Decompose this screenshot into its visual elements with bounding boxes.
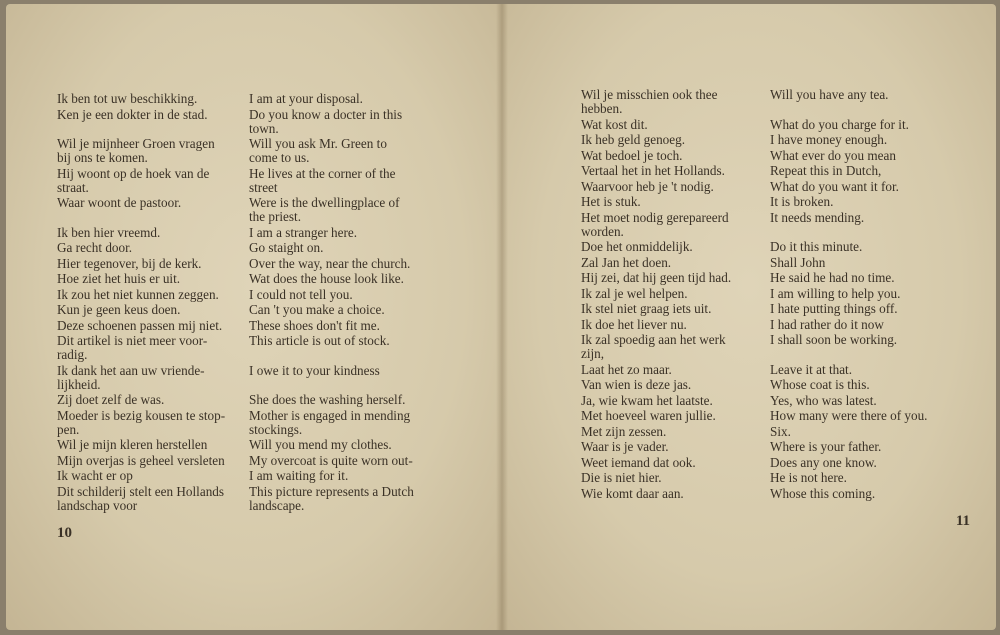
phrase-entry	[581, 363, 970, 377]
page-content	[57, 92, 449, 542]
dutch-phrase: Ik heb geld genoeg.	[581, 132, 685, 147]
english-translation: Whose this coming.	[770, 485, 876, 501]
english-translation: Will you mend my clothes.	[249, 437, 392, 452]
phrase-entry	[57, 92, 449, 106]
english-translation: I am willing to help you.	[770, 285, 901, 301]
phrase-entry	[57, 272, 449, 286]
phrase-entry	[57, 438, 449, 452]
english-translation: He said he had no time.	[770, 270, 895, 285]
dutch-phrase: Zij doet zelf de was.	[57, 392, 165, 407]
phrase-entry	[57, 393, 449, 407]
english-translation: Wat does the house look like.	[249, 271, 404, 286]
dutch-phrase: Laat het zo maar.	[581, 361, 672, 377]
dutch-phrase: Dit artikel is niet meer voor- radig.	[57, 333, 208, 362]
english-translation: These shoes don't fit me.	[249, 317, 380, 333]
english-translation: Whose coat is this.	[770, 377, 870, 392]
phrase-entry	[57, 257, 449, 271]
dutch-phrase: Ik doe het liever nu.	[581, 316, 687, 332]
dutch-phrase: Wat kost dit.	[581, 116, 648, 132]
dutch-phrase: Ken je een dokter in de stad.	[57, 106, 208, 122]
phrase-entry	[581, 149, 970, 163]
phrase-entry	[581, 240, 970, 254]
english-translation: He lives at the corner of the street	[249, 165, 396, 195]
left-page	[6, 4, 502, 630]
english-translation: I am at your disposal.	[249, 91, 363, 106]
phrase-entry	[581, 318, 970, 332]
phrase-entry	[581, 133, 970, 147]
english-translation: Six.	[770, 423, 791, 439]
phrase-entry	[57, 334, 449, 362]
book-spine	[496, 4, 508, 630]
dutch-phrase: Moeder is bezig kousen te stop- pen.	[57, 407, 226, 437]
phrase-entry	[57, 364, 449, 392]
english-translation: He is not here.	[770, 470, 847, 485]
dutch-phrase: Die is niet hier.	[581, 470, 662, 485]
phrase-entry	[57, 196, 449, 224]
phrase-entry	[57, 303, 449, 317]
english-translation: She does the washing herself.	[249, 392, 406, 407]
dutch-phrase: Ik wacht er op	[57, 468, 133, 483]
english-translation: How many were there of you.	[770, 408, 928, 423]
english-translation: Where is your father.	[770, 439, 882, 454]
dutch-phrase: Vertaal het in het Hollands.	[581, 163, 725, 178]
phrase-entry	[581, 256, 970, 270]
dutch-phrase: Hij zei, dat hij geen tijd had.	[581, 270, 732, 285]
dutch-phrase: Doe het onmiddelijk.	[581, 239, 693, 254]
english-translation: This picture represents a Dutch landscape.	[249, 483, 414, 513]
english-translation: I hate putting things off.	[770, 301, 898, 316]
english-translation: Over the way, near the church.	[249, 255, 411, 271]
phrase-entry	[57, 454, 449, 468]
dutch-phrase: Waar is je vader.	[581, 439, 669, 454]
dutch-phrase: Hij woont op de hoek van de straat.	[57, 165, 210, 195]
english-translation: Will you have any tea.	[770, 87, 889, 102]
phrase-entry	[57, 319, 449, 333]
english-translation: Were is the dwellingplace of the priest.	[249, 195, 400, 224]
phrase-entry	[581, 378, 970, 392]
phrase-entry	[581, 271, 970, 285]
dutch-phrase: Deze schoenen passen mij niet.	[57, 317, 223, 333]
phrase-entry	[57, 108, 449, 136]
english-translation: Yes, who was latest.	[770, 392, 877, 408]
phrase-entry	[581, 471, 970, 485]
dutch-phrase: Hier tegenover, bij de kerk.	[57, 255, 202, 271]
dutch-phrase: Het is stuk.	[581, 194, 641, 209]
dutch-phrase: Zal Jan het doen.	[581, 254, 672, 270]
phrase-entry	[57, 288, 449, 302]
english-translation: Will you ask Mr. Green to come to us.	[249, 136, 387, 165]
phrase-entry	[57, 469, 449, 483]
english-translation: Does any one know.	[770, 454, 877, 470]
english-translation: It is broken.	[770, 194, 834, 209]
dutch-phrase: Waar woont de pastoor.	[57, 195, 182, 210]
dutch-phrase: Ik zal spoedig aan het werk zijn,	[581, 332, 726, 361]
english-translation: Do you know a docter in this town.	[249, 106, 403, 136]
phrase-entry	[581, 425, 970, 439]
dutch-phrase: Ik dank het aan uw vriende- lijkheid.	[57, 362, 205, 392]
phrase-entry	[57, 137, 449, 165]
dutch-phrase: Dit schilderij stelt een Hollands landschap voor	[57, 483, 225, 513]
phrase-entry	[581, 394, 970, 408]
english-translation: Leave it at that.	[770, 361, 853, 377]
english-translation: Repeat this in Dutch,	[770, 163, 882, 178]
dutch-phrase: Ik zal je wel helpen.	[581, 285, 688, 301]
dutch-phrase: Wil je misschien ook thee hebben.	[581, 87, 718, 116]
dutch-phrase: Ik ben tot uw beschikking.	[57, 91, 198, 106]
page-number: 10	[57, 525, 72, 541]
dutch-phrase: Wie komt daar aan.	[581, 485, 684, 501]
phrase-entry	[57, 409, 449, 437]
english-translation: Can 't you make a choice.	[249, 302, 385, 317]
english-translation: My overcoat is quite worn out-	[249, 452, 413, 468]
english-translation: I am a stranger here.	[249, 224, 358, 240]
phrase-entry	[581, 456, 970, 470]
phrase-entry	[581, 487, 970, 501]
phrase-entry	[581, 409, 970, 423]
page-number: 11	[955, 513, 970, 529]
english-translation: I had rather do it now	[770, 316, 884, 332]
english-translation: I have money enough.	[770, 132, 888, 147]
phrase-entry	[581, 333, 970, 361]
phrase-entry	[581, 88, 970, 116]
dutch-phrase: Ik stel niet graag iets uit.	[581, 301, 712, 316]
english-translation: I shall soon be working.	[770, 332, 898, 347]
english-translation: I owe it to your kindness	[249, 362, 380, 378]
dutch-phrase: Mijn overjas is geheel versleten	[57, 452, 225, 468]
phrase-list	[57, 92, 449, 514]
phrase-entry	[581, 302, 970, 316]
page-content	[581, 88, 970, 530]
english-translation: Go staight on.	[249, 240, 324, 255]
english-translation: I could not tell you.	[249, 286, 353, 302]
english-translation: Mother is engaged in mending stockings.	[249, 407, 411, 437]
phrase-entry	[581, 118, 970, 132]
right-page	[502, 4, 996, 630]
phrase-entry	[581, 287, 970, 301]
phrase-entry	[581, 211, 970, 239]
english-translation: Shall John	[770, 254, 826, 270]
dutch-phrase: Waarvoor heb je 't nodig.	[581, 178, 714, 194]
phrase-entry	[581, 164, 970, 178]
english-translation: What do you charge for it.	[770, 116, 909, 132]
phrase-entry	[581, 440, 970, 454]
english-translation: It needs mending.	[770, 209, 865, 225]
dutch-phrase: Met zijn zessen.	[581, 423, 667, 439]
dutch-phrase: Kun je geen keus doen.	[57, 302, 181, 317]
english-translation: Do it this minute.	[770, 239, 863, 254]
dutch-phrase: Ga recht door.	[57, 240, 133, 255]
phrase-entry	[57, 241, 449, 255]
dutch-phrase: Ik ben hier vreemd.	[57, 224, 161, 240]
phrase-entry	[57, 167, 449, 195]
dutch-phrase: Hoe ziet het huis er uit.	[57, 271, 181, 286]
english-translation: I am waiting for it.	[249, 468, 349, 483]
phrase-entry	[57, 226, 449, 240]
dutch-phrase: Ik zou het niet kunnen zeggen.	[57, 286, 219, 302]
dutch-phrase: Weet iemand dat ook.	[581, 454, 696, 470]
english-translation: This article is out of stock.	[249, 333, 390, 348]
phrase-entry	[581, 180, 970, 194]
dutch-phrase: Ja, wie kwam het laatste.	[581, 392, 713, 408]
dutch-phrase: Van wien is deze jas.	[581, 377, 692, 392]
phrase-entry	[57, 485, 449, 513]
english-translation: What ever do you mean	[770, 147, 896, 163]
dutch-phrase: Wil je mijnheer Groen vragen bij ons te komen.	[57, 136, 215, 165]
phrase-entry	[581, 195, 970, 209]
dutch-phrase: Wat bedoel je toch.	[581, 147, 683, 163]
dutch-phrase: Het moet nodig gerepareerd worden.	[581, 209, 729, 239]
english-translation: What do you want it for.	[770, 178, 899, 194]
phrase-list	[581, 88, 970, 502]
dutch-phrase: Wil je mijn kleren herstellen	[57, 437, 208, 452]
dutch-phrase: Met hoeveel waren jullie.	[581, 408, 716, 423]
